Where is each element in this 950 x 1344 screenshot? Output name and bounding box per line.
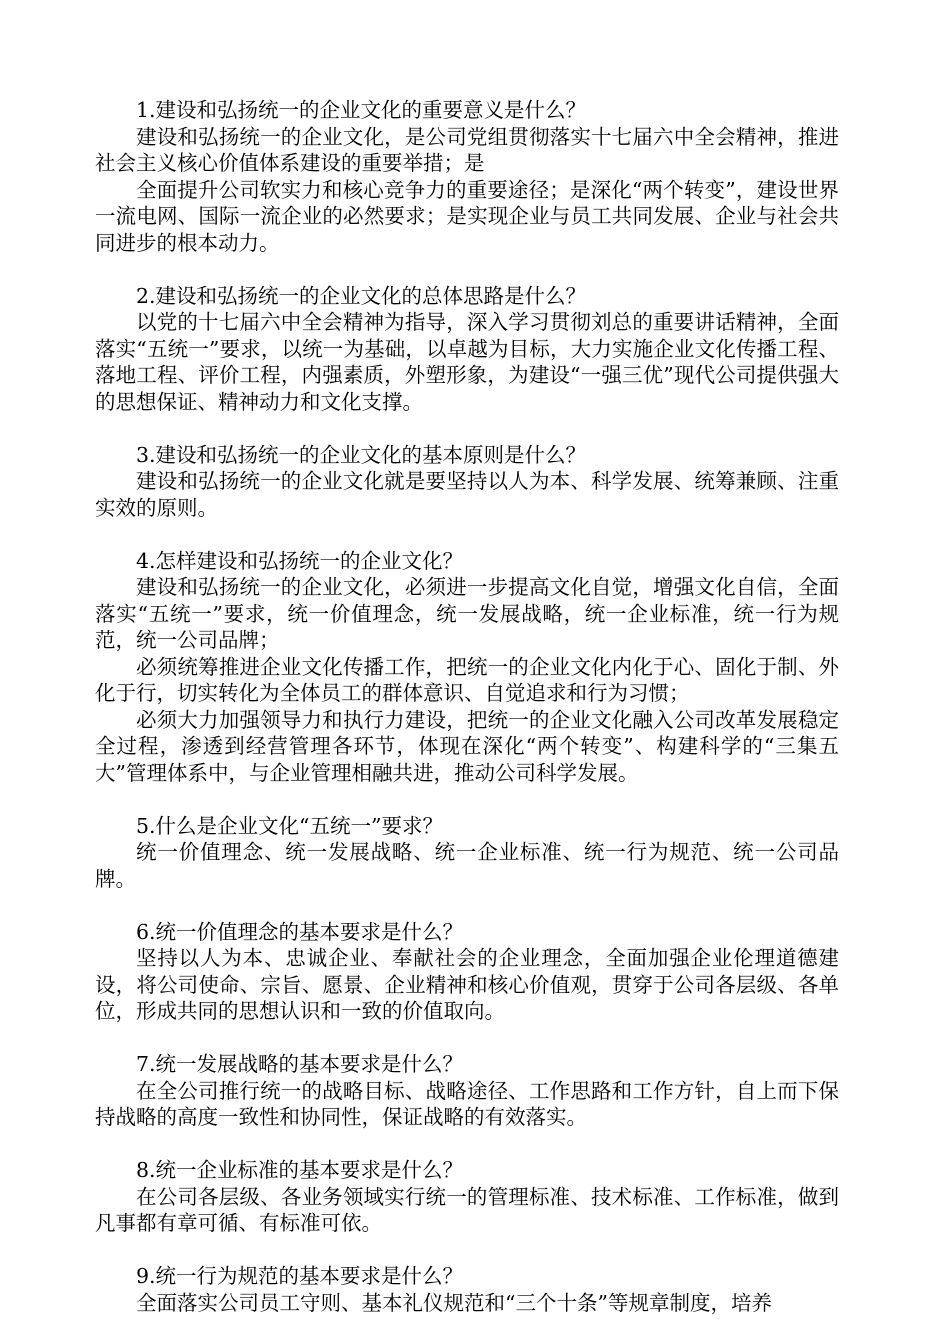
answer-paragraph: 在全公司推行统一的战略目标、战略途径、工作思路和工作方针，自上而下保持战略的高度一致性和协同性，保证战略的有效落实。 [95, 1078, 839, 1129]
qa-section-2 [95, 283, 839, 416]
answer-paragraph: 建设和弘扬统一的企业文化，是公司党组贯彻落实十七届六中全会精神，推进社会主义核心价值体系建设的重要举措；是 [95, 124, 839, 175]
answer-paragraph: 必须统筹推进企业文化传播工作，把统一的企业文化内化于心、固化于制、外化于行，切实转化为全体员工的群体意识、自觉追求和行为习惯； [95, 654, 839, 705]
question-heading: 2.建设和弘扬统一的企业文化的总体思路是什么？ [136, 283, 587, 308]
answer-paragraph: 全面提升公司软实力和核心竞争力的重要途径；是深化“两个转变”，建设世界一流电网、国际一流企业的必然要求；是实现企业与员工共同发展、企业与社会共同进步的根本动力。 [95, 177, 839, 255]
question-heading: 7.统一发展战略的基本要求是什么？ [136, 1052, 464, 1076]
answer-body [95, 574, 839, 786]
answer-body [95, 839, 839, 892]
answer-paragraph: 必须大力加强领导力和执行力建设，把统一的企业文化融入公司改革发展稳定全过程，渗透到经营管理各环节，体现在深化“两个转变”、构建科学的“三集五大”管理体系中，与企业管理相融共进，推动公司科学发展。 [95, 707, 839, 785]
question-heading: 3.建设和弘扬统一的企业文化的基本原则是什么？ [136, 442, 587, 467]
question-heading: 1.建设和弘扬统一的企业文化的重要意义是什么？ [136, 98, 587, 122]
answer-body [95, 1078, 839, 1131]
answer-body [95, 124, 839, 257]
answer-paragraph: 以党的十七届六中全会精神为指导，深入学习贯彻刘总的重要讲话精神，全面落实“五统一”要求，以统一为基础，以卓越为目标，大力实施企业文化传播工程、落地工程、评价工程，内强素质，外塑形象，为建设“一强三优”现代公司提供强大的思想保证、精神动力和文化支撑。 [95, 310, 839, 414]
qa-section-3 [95, 442, 839, 522]
qa-section-6 [95, 919, 839, 1025]
answer-body [95, 1184, 839, 1237]
qa-section-9 [95, 1263, 839, 1316]
answer-paragraph: 建设和弘扬统一的企业文化就是要坚持以人为本、科学发展、统筹兼顾、注重实效的原则。 [95, 469, 839, 520]
answer-body [95, 309, 839, 415]
qa-section-4 [95, 548, 839, 787]
answer-body [95, 1290, 839, 1317]
answer-paragraph: 建设和弘扬统一的企业文化，必须进一步提高文化自觉，增强文化自信，全面落实“五统一”要求，统一价值理念，统一发展战略，统一企业标准，统一行为规范，统一公司品牌； [95, 575, 839, 652]
answer-paragraph: 坚持以人为本、忠诚企业、奉献社会的企业理念，全面加强企业伦理道德建设，将公司使命、宗旨、愿景、企业精神和核心价值观，贯穿于公司各层级、各单位，形成共同的思想认识和一致的价值取向。 [95, 946, 839, 1023]
qa-section-5 [95, 813, 839, 893]
answer-body [95, 945, 839, 1025]
answer-paragraph: 统一价值理念、统一发展战略、统一企业标准、统一行为规范、统一公司品牌。 [95, 840, 839, 891]
question-heading: 9.统一行为规范的基本要求是什么？ [136, 1264, 464, 1288]
answer-paragraph: 在公司各层级、各业务领域实行统一的管理标准、技术标准、工作标准，做到凡事都有章可循、有标准可依。 [95, 1184, 839, 1235]
answer-paragraph: 全面落实公司员工守则、基本礼仪规范和“三个十条”等规章制度，培养 [136, 1290, 772, 1315]
document-page [95, 97, 839, 1343]
question-heading: 6.统一价值理念的基本要求是什么？ [136, 919, 464, 944]
qa-section-1 [95, 97, 839, 256]
question-heading: 5.什么是企业文化“五统一”要求？ [136, 813, 444, 838]
answer-body [95, 468, 839, 521]
question-heading: 4.怎样建设和弘扬统一的企业文化？ [136, 548, 464, 573]
qa-section-8 [95, 1157, 839, 1237]
question-heading: 8.统一企业标准的基本要求是什么？ [136, 1158, 464, 1182]
qa-section-7 [95, 1051, 839, 1131]
